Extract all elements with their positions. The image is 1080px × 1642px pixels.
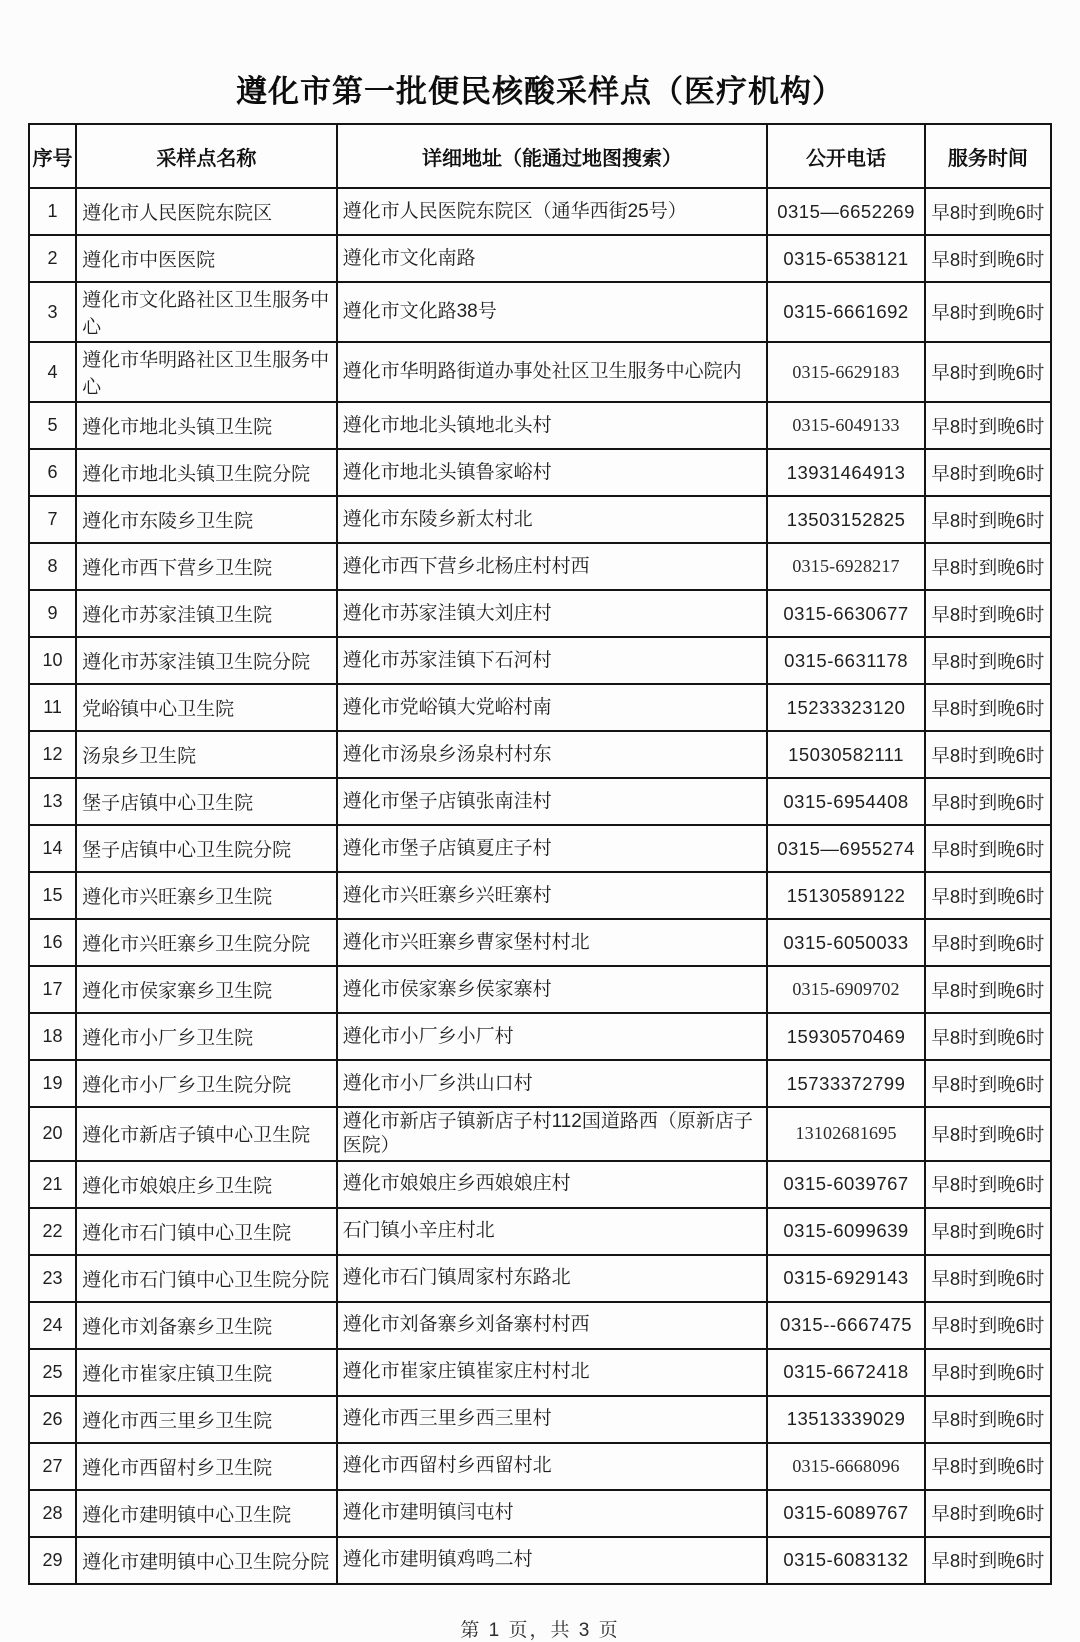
cell-address: 遵化市西三里乡西三里村 xyxy=(337,1396,768,1443)
cell-address: 遵化市苏家洼镇大刘庄村 xyxy=(337,590,768,637)
cell-time: 早8时到晚6时 xyxy=(925,1208,1051,1255)
cell-phone: 0315-6630677 xyxy=(767,590,924,637)
cell-time: 早8时到晚6时 xyxy=(925,1349,1051,1396)
col-header-time: 服务时间 xyxy=(925,124,1051,188)
cell-phone: 15233323120 xyxy=(767,684,924,731)
cell-phone: 0315-6661692 xyxy=(767,282,924,342)
cell-address: 遵化市崔家庄镇崔家庄村村北 xyxy=(337,1349,768,1396)
sampling-points-table xyxy=(28,123,1052,1585)
table-row xyxy=(29,1107,1051,1161)
cell-name: 遵化市建明镇中心卫生院 xyxy=(76,1490,337,1537)
cell-phone: 15733372799 xyxy=(767,1060,924,1107)
cell-phone: 0315-6954408 xyxy=(767,778,924,825)
cell-serial: 5 xyxy=(29,402,76,449)
cell-serial: 7 xyxy=(29,496,76,543)
table-row xyxy=(29,1255,1051,1302)
cell-phone: 0315-6089767 xyxy=(767,1490,924,1537)
cell-address: 遵化市西留村乡西留村北 xyxy=(337,1443,768,1490)
cell-name: 遵化市西下营乡卫生院 xyxy=(76,543,337,590)
cell-serial: 29 xyxy=(29,1537,76,1584)
cell-name: 遵化市小厂乡卫生院分院 xyxy=(76,1060,337,1107)
cell-time: 早8时到晚6时 xyxy=(925,1060,1051,1107)
col-header-serial: 序号 xyxy=(29,124,76,188)
table-row xyxy=(29,684,1051,731)
table-header xyxy=(29,124,1051,188)
cell-serial: 22 xyxy=(29,1208,76,1255)
cell-phone: 13102681695 xyxy=(767,1107,924,1161)
cell-serial: 6 xyxy=(29,449,76,496)
cell-phone: 13931464913 xyxy=(767,449,924,496)
table-row xyxy=(29,919,1051,966)
cell-serial: 8 xyxy=(29,543,76,590)
cell-time: 早8时到晚6时 xyxy=(925,684,1051,731)
table-row xyxy=(29,778,1051,825)
cell-serial: 20 xyxy=(29,1107,76,1161)
cell-name: 堡子店镇中心卫生院分院 xyxy=(76,825,337,872)
page-footer: 第 1 页，共 3 页 xyxy=(460,1619,620,1641)
cell-time: 早8时到晚6时 xyxy=(925,402,1051,449)
table-row xyxy=(29,1060,1051,1107)
cell-time: 早8时到晚6时 xyxy=(925,1396,1051,1443)
cell-time: 早8时到晚6时 xyxy=(925,637,1051,684)
cell-name: 党峪镇中心卫生院 xyxy=(76,684,337,731)
cell-phone: 0315-6050033 xyxy=(767,919,924,966)
cell-name: 遵化市侯家寨乡卫生院 xyxy=(76,966,337,1013)
cell-address: 遵化市文化路38号 xyxy=(337,282,768,342)
cell-phone: 0315-6672418 xyxy=(767,1349,924,1396)
cell-serial: 2 xyxy=(29,235,76,282)
cell-time: 早8时到晚6时 xyxy=(925,188,1051,235)
col-header-phone: 公开电话 xyxy=(767,124,924,188)
cell-address: 遵化市小厂乡小厂村 xyxy=(337,1013,768,1060)
cell-name: 遵化市兴旺寨乡卫生院 xyxy=(76,872,337,919)
cell-name: 堡子店镇中心卫生院 xyxy=(76,778,337,825)
cell-name: 遵化市兴旺寨乡卫生院分院 xyxy=(76,919,337,966)
cell-time: 早8时到晚6时 xyxy=(925,342,1051,402)
cell-phone: 0315-6049133 xyxy=(767,402,924,449)
table-row xyxy=(29,872,1051,919)
cell-time: 早8时到晚6时 xyxy=(925,449,1051,496)
cell-serial: 28 xyxy=(29,1490,76,1537)
cell-name: 遵化市刘备寨乡卫生院 xyxy=(76,1302,337,1349)
cell-address: 遵化市汤泉乡汤泉村村东 xyxy=(337,731,768,778)
cell-phone: 0315-6668096 xyxy=(767,1443,924,1490)
table-row xyxy=(29,1208,1051,1255)
cell-address: 遵化市苏家洼镇下石河村 xyxy=(337,637,768,684)
cell-name: 遵化市石门镇中心卫生院 xyxy=(76,1208,337,1255)
cell-time: 早8时到晚6时 xyxy=(925,590,1051,637)
cell-address: 遵化市石门镇周家村东路北 xyxy=(337,1255,768,1302)
cell-serial: 1 xyxy=(29,188,76,235)
cell-phone: 15030582111 xyxy=(767,731,924,778)
cell-address: 遵化市地北头镇鲁家峪村 xyxy=(337,449,768,496)
cell-phone: 0315—6652269 xyxy=(767,188,924,235)
cell-address: 遵化市建明镇闫屯村 xyxy=(337,1490,768,1537)
cell-serial: 21 xyxy=(29,1161,76,1208)
table-row xyxy=(29,1396,1051,1443)
cell-name: 遵化市新店子镇中心卫生院 xyxy=(76,1107,337,1161)
cell-phone: 0315-6629183 xyxy=(767,342,924,402)
cell-time: 早8时到晚6时 xyxy=(925,1107,1051,1161)
cell-time: 早8时到晚6时 xyxy=(925,919,1051,966)
cell-address: 遵化市侯家寨乡侯家寨村 xyxy=(337,966,768,1013)
cell-address: 遵化市文化南路 xyxy=(337,235,768,282)
cell-name: 遵化市华明路社区卫生服务中心 xyxy=(76,342,337,402)
cell-phone: 13513339029 xyxy=(767,1396,924,1443)
cell-time: 早8时到晚6时 xyxy=(925,1302,1051,1349)
cell-serial: 23 xyxy=(29,1255,76,1302)
cell-time: 早8时到晚6时 xyxy=(925,825,1051,872)
cell-phone: 0315-6083132 xyxy=(767,1537,924,1584)
table-row xyxy=(29,402,1051,449)
table-row xyxy=(29,1349,1051,1396)
cell-time: 早8时到晚6时 xyxy=(925,1013,1051,1060)
cell-address: 遵化市娘娘庄乡西娘娘庄村 xyxy=(337,1161,768,1208)
cell-address: 遵化市小厂乡洪山口村 xyxy=(337,1060,768,1107)
cell-name: 遵化市娘娘庄乡卫生院 xyxy=(76,1161,337,1208)
table-row xyxy=(29,1537,1051,1584)
cell-phone: 15130589122 xyxy=(767,872,924,919)
cell-phone: 15930570469 xyxy=(767,1013,924,1060)
cell-serial: 10 xyxy=(29,637,76,684)
cell-time: 早8时到晚6时 xyxy=(925,235,1051,282)
cell-phone: 0315-6631178 xyxy=(767,637,924,684)
table-row xyxy=(29,496,1051,543)
cell-address: 石门镇小辛庄村北 xyxy=(337,1208,768,1255)
cell-time: 早8时到晚6时 xyxy=(925,872,1051,919)
cell-name: 遵化市西三里乡卫生院 xyxy=(76,1396,337,1443)
cell-address: 遵化市新店子镇新店子村112国道路西（原新店子医院） xyxy=(337,1107,768,1161)
cell-address: 遵化市刘备寨乡刘备寨村村西 xyxy=(337,1302,768,1349)
table-row xyxy=(29,543,1051,590)
cell-address: 遵化市兴旺寨乡兴旺寨村 xyxy=(337,872,768,919)
table-row xyxy=(29,1490,1051,1537)
cell-serial: 27 xyxy=(29,1443,76,1490)
table-row xyxy=(29,1302,1051,1349)
header-row xyxy=(29,124,1051,188)
cell-phone: 0315-6929143 xyxy=(767,1255,924,1302)
table-row xyxy=(29,731,1051,778)
cell-time: 早8时到晚6时 xyxy=(925,496,1051,543)
cell-name: 遵化市西留村乡卫生院 xyxy=(76,1443,337,1490)
cell-serial: 25 xyxy=(29,1349,76,1396)
cell-name: 遵化市崔家庄镇卫生院 xyxy=(76,1349,337,1396)
cell-address: 遵化市西下营乡北杨庄村村西 xyxy=(337,543,768,590)
cell-address: 遵化市堡子店镇夏庄子村 xyxy=(337,825,768,872)
table-row xyxy=(29,1443,1051,1490)
cell-address: 遵化市兴旺寨乡曹家堡村村北 xyxy=(337,919,768,966)
table-row xyxy=(29,235,1051,282)
table-row xyxy=(29,1161,1051,1208)
cell-phone: 0315-6039767 xyxy=(767,1161,924,1208)
table-body xyxy=(29,188,1051,1584)
cell-time: 早8时到晚6时 xyxy=(925,731,1051,778)
table-row xyxy=(29,825,1051,872)
cell-address: 遵化市建明镇鸡鸣二村 xyxy=(337,1537,768,1584)
cell-phone: 0315-6538121 xyxy=(767,235,924,282)
cell-serial: 15 xyxy=(29,872,76,919)
table-row xyxy=(29,282,1051,342)
cell-phone: 0315-6909702 xyxy=(767,966,924,1013)
cell-address: 遵化市党峪镇大党峪村南 xyxy=(337,684,768,731)
cell-time: 早8时到晚6时 xyxy=(925,543,1051,590)
cell-time: 早8时到晚6时 xyxy=(925,966,1051,1013)
cell-name: 遵化市人民医院东院区 xyxy=(76,188,337,235)
col-header-address: 详细地址（能通过地图搜索） xyxy=(337,124,768,188)
cell-time: 早8时到晚6时 xyxy=(925,778,1051,825)
table-row xyxy=(29,637,1051,684)
cell-name: 遵化市小厂乡卫生院 xyxy=(76,1013,337,1060)
cell-time: 早8时到晚6时 xyxy=(925,1255,1051,1302)
cell-address: 遵化市人民医院东院区（通华西街25号） xyxy=(337,188,768,235)
cell-name: 遵化市东陵乡卫生院 xyxy=(76,496,337,543)
cell-serial: 3 xyxy=(29,282,76,342)
cell-name: 遵化市苏家洼镇卫生院分院 xyxy=(76,637,337,684)
table-row xyxy=(29,966,1051,1013)
col-header-name: 采样点名称 xyxy=(76,124,337,188)
cell-serial: 16 xyxy=(29,919,76,966)
cell-serial: 4 xyxy=(29,342,76,402)
table-row xyxy=(29,1013,1051,1060)
table-row xyxy=(29,188,1051,235)
page-title: 遵化市第一批便民核酸采样点（医疗机构） xyxy=(236,74,844,109)
cell-name: 遵化市地北头镇卫生院 xyxy=(76,402,337,449)
cell-serial: 17 xyxy=(29,966,76,1013)
cell-time: 早8时到晚6时 xyxy=(925,1490,1051,1537)
table-row xyxy=(29,590,1051,637)
cell-address: 遵化市东陵乡新太村北 xyxy=(337,496,768,543)
cell-name: 遵化市中医医院 xyxy=(76,235,337,282)
cell-serial: 26 xyxy=(29,1396,76,1443)
cell-time: 早8时到晚6时 xyxy=(925,1537,1051,1584)
cell-serial: 18 xyxy=(29,1013,76,1060)
cell-name: 遵化市苏家洼镇卫生院 xyxy=(76,590,337,637)
cell-serial: 11 xyxy=(29,684,76,731)
cell-time: 早8时到晚6时 xyxy=(925,282,1051,342)
cell-name: 遵化市文化路社区卫生服务中心 xyxy=(76,282,337,342)
cell-serial: 9 xyxy=(29,590,76,637)
cell-phone: 0315--6667475 xyxy=(767,1302,924,1349)
cell-serial: 14 xyxy=(29,825,76,872)
table-row xyxy=(29,449,1051,496)
cell-address: 遵化市华明路街道办事处社区卫生服务中心院内 xyxy=(337,342,768,402)
cell-serial: 19 xyxy=(29,1060,76,1107)
table-row xyxy=(29,342,1051,402)
cell-address: 遵化市地北头镇地北头村 xyxy=(337,402,768,449)
cell-address: 遵化市堡子店镇张南洼村 xyxy=(337,778,768,825)
cell-phone: 0315-6099639 xyxy=(767,1208,924,1255)
cell-name: 遵化市石门镇中心卫生院分院 xyxy=(76,1255,337,1302)
cell-serial: 24 xyxy=(29,1302,76,1349)
cell-name: 汤泉乡卫生院 xyxy=(76,731,337,778)
cell-name: 遵化市建明镇中心卫生院分院 xyxy=(76,1537,337,1584)
cell-phone: 0315-6928217 xyxy=(767,543,924,590)
cell-phone: 13503152825 xyxy=(767,496,924,543)
cell-time: 早8时到晚6时 xyxy=(925,1161,1051,1208)
cell-time: 早8时到晚6时 xyxy=(925,1443,1051,1490)
cell-serial: 13 xyxy=(29,778,76,825)
cell-phone: 0315—6955274 xyxy=(767,825,924,872)
cell-name: 遵化市地北头镇卫生院分院 xyxy=(76,449,337,496)
cell-serial: 12 xyxy=(29,731,76,778)
